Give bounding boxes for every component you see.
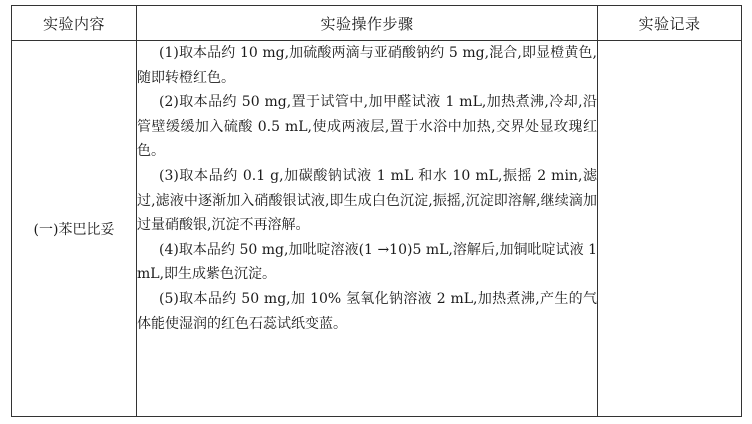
step-2: (2)取本品约 50 mg,置于试管中,加甲醛试液 1 mL,加热煮沸,冷却,沿管壁缓缓加入硫酸 0.5 mL,使成两液层,置于水浴中加热,交界处显玫瑰红色。 — [137, 94, 597, 160]
experiment-record-cell — [598, 41, 742, 417]
step-4: (4)取本品约 50 mg,加吡啶溶液(1 →10)5 mL,溶解后,加铜吡啶试液 1 mL,即生成紫色沉淀。 — [137, 241, 597, 283]
experiment-table — [11, 5, 742, 417]
header-experiment-steps: 实验操作步骤 — [137, 6, 598, 41]
step-5: (5)取本品约 50 mg,加 10% 氢氧化钠溶液 2 mL,加热煮沸,产生的气体能使湿润的红色石蕊试纸变蓝。 — [137, 290, 597, 332]
experiment-steps-cell — [137, 41, 598, 417]
header-experiment-content: 实验内容 — [12, 6, 137, 41]
experiment-table-container — [11, 5, 741, 417]
step-1: (1)取本品约 10 mg,加硫酸两滴与亚硝酸钠约 5 mg,混合,即显橙黄色,随即转橙红色。 — [137, 45, 597, 86]
experiment-item-name: (一)苯巴比妥 — [12, 41, 137, 417]
table-header-row — [12, 6, 742, 41]
step-3: (3)取本品约 0.1 g,加碳酸钠试液 1 mL 和水 10 mL,振摇 2 min,滤过,滤液中逐渐加入硝酸银试液,即生成白色沉淀,振摇,沉淀即溶解,继续滴加过量硝酸银,沉淀不再溶解。 — [137, 167, 597, 234]
header-experiment-record: 实验记录 — [598, 6, 742, 41]
table-row — [12, 41, 742, 417]
